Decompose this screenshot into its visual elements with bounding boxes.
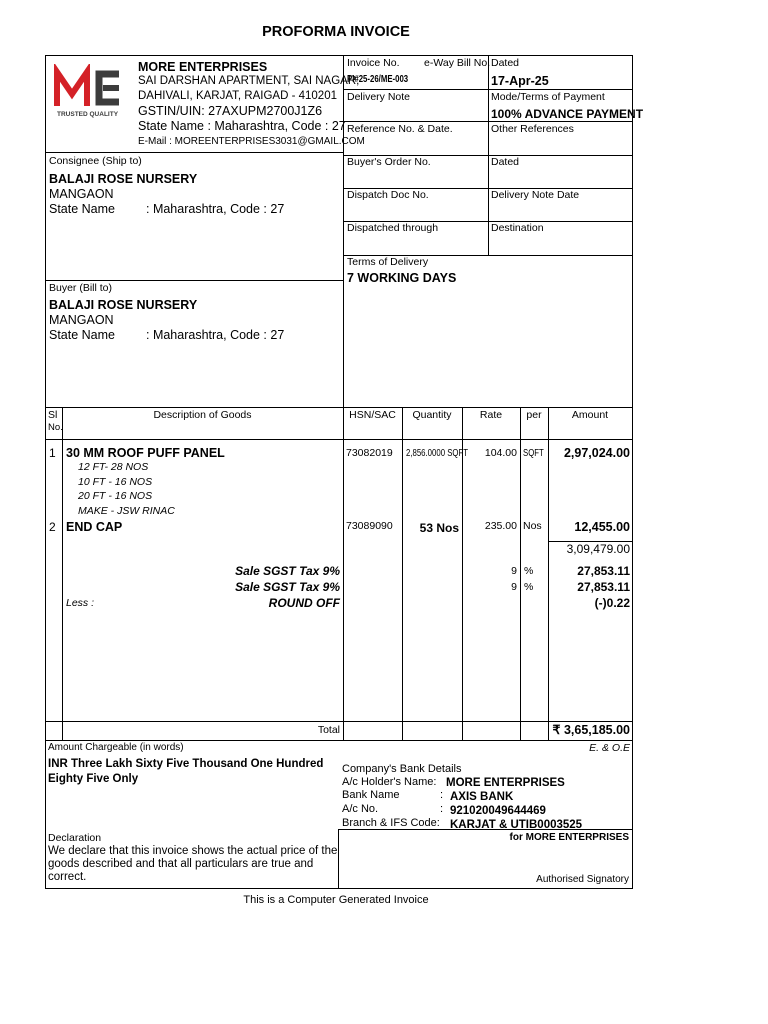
invoice-no-value: PI#25-26/ME-003 xyxy=(347,74,409,85)
buyer-city: MANGAON xyxy=(49,313,114,327)
delivery-note-date-label: Delivery Note Date xyxy=(491,189,580,201)
seller-address-1: SAI DARSHAN APARTMENT, SAI NAGAR, xyxy=(138,75,360,87)
authorised-signatory: Authorised Signatory xyxy=(536,874,629,885)
delivery-note-label: Delivery Note xyxy=(347,91,411,103)
buyer-name: BALAJI ROSE NURSERY xyxy=(49,298,198,312)
bank-holder-value: MORE ENTERPRISES xyxy=(446,777,565,789)
company-logo xyxy=(53,64,127,122)
item-quantity: 2,856.0000 SQFT xyxy=(406,448,469,459)
item-per: Nos xyxy=(523,520,542,532)
dispatch-doc-label: Dispatch Doc No. xyxy=(347,189,429,201)
payment-terms-value: 100% ADVANCE PAYMENT xyxy=(491,107,644,121)
tax-amount: 27,853.11 xyxy=(577,564,630,578)
declaration-line-2: goods described and that all particulars are true and xyxy=(48,858,314,870)
payment-terms-label: Mode/Terms of Payment xyxy=(491,91,605,103)
less-label: Less : xyxy=(66,597,95,609)
bank-name-colon: : xyxy=(440,789,444,801)
bank-holder-label: A/c Holder's Name: xyxy=(342,776,437,788)
item-si: 1 xyxy=(49,446,56,460)
consignee-name: BALAJI ROSE NURSERY xyxy=(49,172,198,186)
bank-account-label: A/c No. xyxy=(342,803,379,815)
invoice-no-label: Invoice No. xyxy=(347,57,400,69)
eway-bill-label: e-Way Bill No. xyxy=(424,57,491,69)
seller-gstin: GSTIN/UIN: 27AXUPM2700J1Z6 xyxy=(138,104,323,118)
col-amount-header: Amount xyxy=(571,409,609,421)
buyer-state: : Maharashtra, Code : 27 xyxy=(146,328,285,342)
consignee-state-label: State Name xyxy=(49,202,116,216)
item-per: SQFT xyxy=(523,448,544,459)
amount-words-line-1: INR Three Lakh Sixty Five Thousand One Hundred xyxy=(48,758,324,770)
amount-words-label: Amount Chargeable (in words) xyxy=(48,742,184,753)
dated-value: 17-Apr-25 xyxy=(491,74,549,88)
item-detail: MAKE - JSW RINAC xyxy=(78,505,175,517)
col-rate-header: Rate xyxy=(479,409,503,421)
seller-state: State Name : Maharashtra, Code : 27 xyxy=(138,119,346,133)
other-references-label: Other References xyxy=(491,123,574,135)
eoe-label: E. & O.E xyxy=(589,742,630,754)
footer-note: This is a Computer Generated Invoice xyxy=(243,894,429,906)
tax-amount: 27,853.11 xyxy=(577,580,630,594)
consignee-state: : Maharashtra, Code : 27 xyxy=(146,202,285,216)
col-description-header: Description of Goods xyxy=(153,409,252,421)
item-hsn: 73089090 xyxy=(346,520,393,532)
declaration-label: Declaration xyxy=(48,832,102,844)
seller-email: E-Mail : MOREENTERPRISES3031@GMAIL.COM xyxy=(138,136,365,147)
signature-for: for MORE ENTERPRISES xyxy=(509,832,629,843)
item-amount: 2,97,024.00 xyxy=(563,446,630,460)
declaration-line-1: We declare that this invoice shows the actual price of the xyxy=(48,845,338,857)
document-title: PROFORMA INVOICE xyxy=(262,24,410,40)
bank-branch-value: KARJAT & UTIB0003525 xyxy=(450,819,583,831)
tax-label: Sale SGST Tax 9% xyxy=(235,580,340,594)
tax-rate: 9 xyxy=(511,581,517,593)
col-quantity-header: Quantity xyxy=(412,409,452,421)
round-off-label: ROUND OFF xyxy=(268,596,340,610)
amount-words-line-2: Eighty Five Only xyxy=(48,773,139,785)
bank-branch-label: Branch & IFS Code: xyxy=(342,817,440,829)
tax-per: % xyxy=(524,565,534,577)
destination-label: Destination xyxy=(491,222,544,234)
buyers-order-label: Buyer's Order No. xyxy=(347,156,431,168)
item-description: END CAP xyxy=(66,520,123,534)
dispatched-through-label: Dispatched through xyxy=(347,222,439,234)
item-quantity: 53 Nos xyxy=(419,521,459,535)
seller-address-2: DAHIVALI, KARJAT, RAIGAD - 410201 xyxy=(138,90,337,102)
col-per-header: per xyxy=(526,409,542,421)
item-detail: 10 FT - 16 NOS xyxy=(78,476,153,488)
item-hsn: 73082019 xyxy=(346,447,393,459)
bank-account-colon: : xyxy=(440,803,444,815)
total-amount: ₹ 3,65,185.00 xyxy=(552,723,630,737)
item-amount: 12,455.00 xyxy=(574,520,630,534)
tax-per: % xyxy=(524,581,534,593)
buyer-state-label: State Name xyxy=(49,328,116,342)
declaration-line-3: correct. xyxy=(48,871,87,883)
col-no-header: No. xyxy=(48,422,63,433)
item-rate: 104.00 xyxy=(484,447,517,459)
buyer-label: Buyer (Bill to) xyxy=(49,282,113,294)
tax-rate: 9 xyxy=(511,565,517,577)
consignee-city: MANGAON xyxy=(49,187,114,201)
total-label: Total xyxy=(317,724,340,736)
order-dated-label: Dated xyxy=(491,156,520,168)
reference-label: Reference No. & Date. xyxy=(347,123,453,135)
terms-of-delivery-value: 7 WORKING DAYS xyxy=(347,271,457,285)
dated-label: Dated xyxy=(491,57,520,69)
bank-name-value: AXIS BANK xyxy=(450,791,514,803)
bank-name-label: Bank Name xyxy=(342,789,400,801)
col-hsn-header: HSN/SAC xyxy=(349,409,396,421)
col-si-header: Sl xyxy=(48,409,58,421)
logo-tagline: TRUSTED QUALITY xyxy=(57,111,119,118)
item-si: 2 xyxy=(49,520,56,534)
terms-of-delivery-label: Terms of Delivery xyxy=(347,256,429,268)
item-detail: 12 FT- 28 NOS xyxy=(78,461,149,473)
seller-name: MORE ENTERPRISES xyxy=(138,60,268,74)
subtotal-amount: 3,09,479.00 xyxy=(566,542,630,556)
item-rate: 235.00 xyxy=(484,520,517,532)
bank-details-title: Company's Bank Details xyxy=(342,763,462,775)
item-description: 30 MM ROOF PUFF PANEL xyxy=(66,446,225,460)
tax-label: Sale SGST Tax 9% xyxy=(235,564,340,578)
bank-account-value: 921020049644469 xyxy=(450,805,546,817)
round-off-amount: (-)0.22 xyxy=(594,596,630,610)
consignee-label: Consignee (Ship to) xyxy=(49,155,142,167)
item-detail: 20 FT - 16 NOS xyxy=(78,490,153,502)
